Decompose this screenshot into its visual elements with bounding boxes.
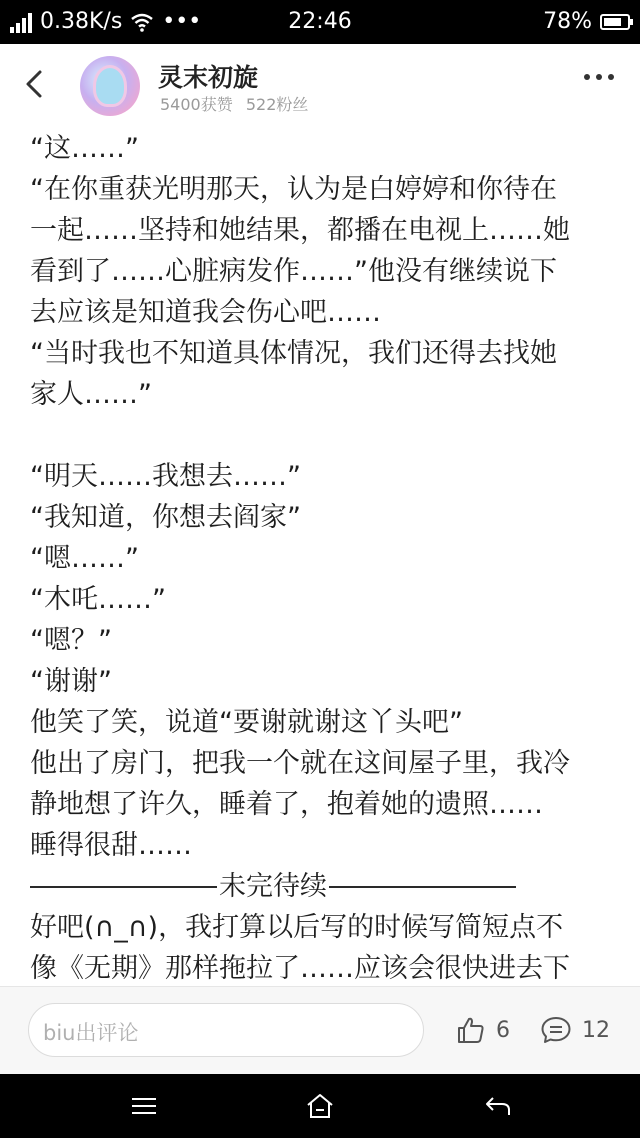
author-stats [160,92,308,115]
article-line: 家人……” [30,379,152,410]
article-line: “我知道，你想去阎家” [30,502,301,533]
notification-dots: ••• [162,9,202,34]
likes-stat: 5400获赞 [160,95,233,114]
back-arrow-icon [24,69,44,99]
article-line: 看到了……心脏病发作……”他没有继续说下 [30,256,557,287]
article-line: 他笑了笑，说道“要谢就谢这丫头吧” [30,707,463,738]
return-button[interactable] [480,1090,516,1122]
article-line: 一起……坚持和她结果，都播在电视上……她 [30,215,570,246]
status-bar [0,0,640,44]
to-be-continued-divider [30,866,516,907]
thumbs-up-icon [456,1015,486,1045]
article-line: 像《无期》那样拖拉了……应该会很快进去下 [30,953,570,984]
article-line: 睡得很甜…… [30,830,192,861]
network-speed: 0.38K/s [40,9,123,34]
like-button[interactable] [456,1015,510,1045]
article-line: “在你重获光明那天，认为是白婷婷和你待在 [30,174,557,205]
comment-input[interactable]: biu出评论 [28,1003,424,1057]
like-count: 6 [496,1017,510,1043]
system-nav-bar [0,1074,640,1138]
article-line: 静地想了许久，睡着了，抱着她的遗照…… [30,789,543,820]
battery-percent: 78% [543,9,592,34]
home-icon [306,1093,334,1119]
divider-label: 未完待续 [219,871,327,902]
author-avatar[interactable] [80,56,140,116]
article-line: “嗯？” [30,625,112,656]
article-line: “谢谢” [30,666,112,697]
post-header [0,44,640,124]
comment-button[interactable] [540,1015,610,1045]
menu-button[interactable] [126,1090,162,1122]
battery-icon [600,14,630,30]
author-name[interactable]: 灵末初旋 [158,63,259,92]
fans-stat: 522粉丝 [245,95,309,114]
article-line: 他出了房门，把我一个就在这间屋子里，我冷 [30,748,570,779]
comment-count: 12 [582,1017,610,1043]
comment-bubble-icon [540,1015,572,1045]
more-dots-icon [584,74,590,80]
article-line: 好吧(∩_∩)，我打算以后写的时候写简短点不 [30,912,564,943]
home-button[interactable] [302,1090,338,1122]
divider-rule-right [329,886,516,888]
status-time: 22:46 [288,9,352,34]
return-icon [484,1095,512,1117]
article-line: “明天……我想去……” [30,461,301,492]
article-blank-line [30,415,620,456]
article-line: 去应该是知道我会伤心吧…… [30,297,381,328]
status-right [543,9,630,34]
article-line: “当时我也不知道具体情况，我们还得去找她 [30,338,557,369]
article-line: “木吒……” [30,584,166,615]
article-body [30,128,620,986]
comment-bar [0,986,640,1075]
more-button[interactable] [584,74,614,80]
divider-rule-left [30,886,217,888]
menu-icon [131,1096,157,1116]
back-button[interactable] [14,62,54,106]
article-line: “嗯……” [30,543,139,574]
article-line: “这……” [30,133,139,164]
